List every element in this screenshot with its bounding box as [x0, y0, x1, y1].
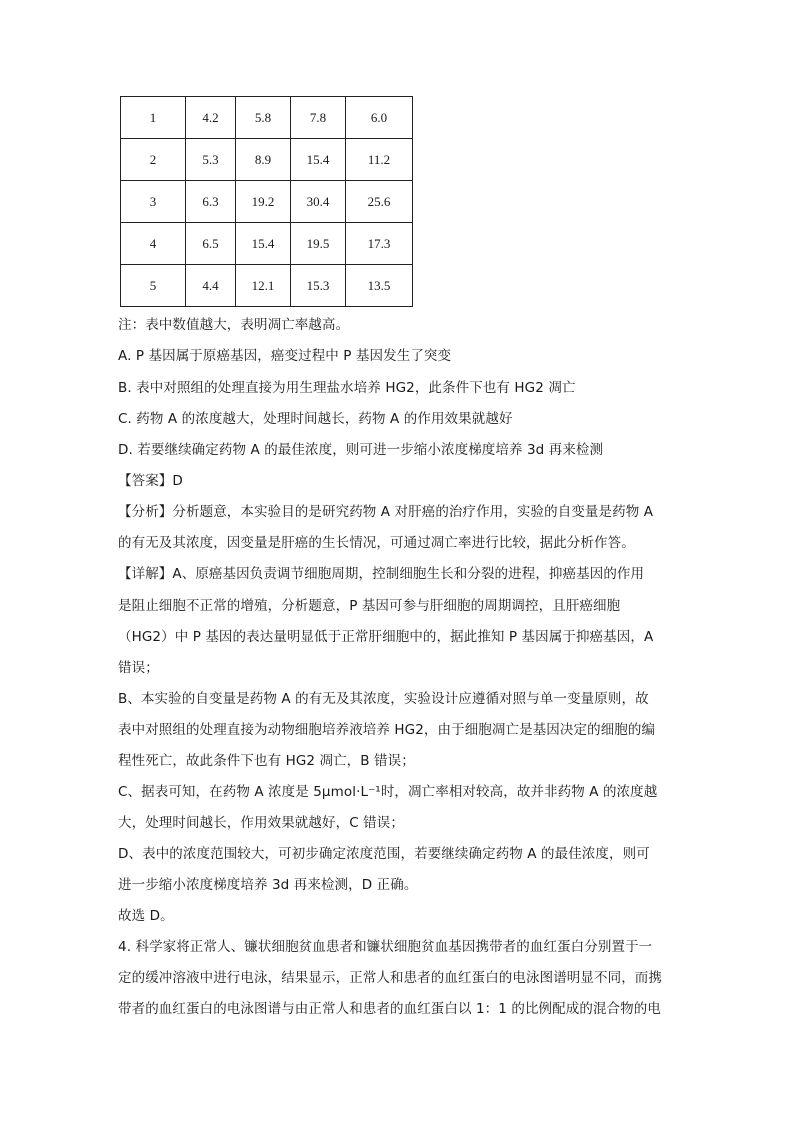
- table-cell: 17.3: [346, 223, 413, 265]
- answer: 【答案】D: [118, 473, 183, 489]
- table-cell: 15.4: [291, 139, 346, 181]
- detail-line: 进一步缩小浓度梯度培养 3d 再来检测，D 正确。: [118, 877, 418, 893]
- option-a: A. P 基因属于原癌基因，癌变过程中 P 基因发生了突变: [118, 348, 452, 364]
- table-cell: 1: [121, 97, 186, 139]
- table-cell: 6.0: [346, 97, 413, 139]
- option-c: C. 药物 A 的浓度越大，处理时间越长，药物 A 的作用效果就越好: [118, 411, 513, 427]
- detail-line: 是阻止细胞不正常的增殖，分析题意，P 基因可参与肝细胞的周期调控，且肝癌细胞: [118, 598, 621, 614]
- detail-line: 程性死亡，故此条件下也有 HG2 凋亡，B 错误；: [118, 753, 415, 769]
- table-cell: 19.2: [236, 181, 291, 223]
- detail-line: （HG2）中 P 基因的表达量明显低于正常肝细胞中的，据此推知 P 基因属于抑癌基因，A: [118, 629, 654, 645]
- detail-line: 故选 D。: [118, 908, 174, 924]
- table-row: [121, 181, 413, 223]
- table-cell: 19.5: [291, 223, 346, 265]
- table-cell: 15.4: [236, 223, 291, 265]
- data-table: [120, 96, 413, 307]
- table-cell: 4: [121, 223, 186, 265]
- table-note: 注：表中数值越大，表明凋亡率越高。: [118, 317, 350, 333]
- table-cell: 6.5: [186, 223, 236, 265]
- table-cell: 3: [121, 181, 186, 223]
- table-cell: 5.8: [236, 97, 291, 139]
- table-cell: 4.4: [186, 265, 236, 307]
- table-row: [121, 223, 413, 265]
- table-row: [121, 97, 413, 139]
- table-row: [121, 139, 413, 181]
- option-d: D. 若要继续确定药物 A 的最佳浓度，则可进一步缩小浓度梯度培养 3d 再来检测: [118, 442, 604, 458]
- table-cell: 30.4: [291, 181, 346, 223]
- analysis-line: 的有无及其浓度，因变量是肝癌的生长情况，可通过凋亡率进行比较，据此分析作答。: [118, 535, 635, 551]
- table-cell: 25.6: [346, 181, 413, 223]
- question-4-line: 带者的血红蛋白的电泳图谱与由正常人和患者的血红蛋白以 1：1 的比例配成的混合物的电: [118, 1001, 661, 1017]
- detail-line: 错误；: [118, 660, 159, 676]
- table-cell: 5: [121, 265, 186, 307]
- option-b: B. 表中对照组的处理直接为用生理盐水培养 HG2，此条件下也有 HG2 凋亡: [118, 380, 576, 396]
- analysis-line: 【分析】分析题意，本实验目的是研究药物 A 对肝癌的治疗作用，实验的自变量是药物 A: [118, 504, 654, 520]
- detail-line: B、本实验的自变量是药物 A 的有无及其浓度，实验设计应遵循对照与单一变量原则，故: [118, 691, 649, 707]
- question-4-line: 定的缓冲溶液中进行电泳，结果显示，正常人和患者的血红蛋白的电泳图谱明显不同，而携: [118, 970, 662, 986]
- detail-line: 表中对照组的处理直接为动物细胞培养液培养 HG2，由于细胞凋亡是基因决定的细胞的编: [118, 722, 656, 738]
- detail-line: C、据表可知，在药物 A 浓度是 5μmol·L⁻¹时，凋亡率相对较高，故并非药物 A 的浓度越: [118, 784, 658, 800]
- detail-line: 【详解】A、原癌基因负责调节细胞周期，控制细胞生长和分裂的进程，抑癌基因的作用: [118, 566, 645, 582]
- table-cell: 7.8: [291, 97, 346, 139]
- table-cell: 4.2: [186, 97, 236, 139]
- table-cell: 5.3: [186, 139, 236, 181]
- detail-line: 大，处理时间越长，作用效果就越好，C 错误；: [118, 815, 404, 831]
- question-4-line: 4. 科学家将正常人、镰状细胞贫血患者和镰状细胞贫血基因携带者的血红蛋白分别置于一: [118, 939, 653, 955]
- table-cell: 6.3: [186, 181, 236, 223]
- table-cell: 13.5: [346, 265, 413, 307]
- table-cell: 8.9: [236, 139, 291, 181]
- detail-line: D、表中的浓度范围较大，可初步确定浓度范围，若要继续确定药物 A 的最佳浓度，则可: [118, 846, 650, 862]
- table-cell: 12.1: [236, 265, 291, 307]
- table-cell: 2: [121, 139, 186, 181]
- table-cell: 11.2: [346, 139, 413, 181]
- table-cell: 15.3: [291, 265, 346, 307]
- table-row: [121, 265, 413, 307]
